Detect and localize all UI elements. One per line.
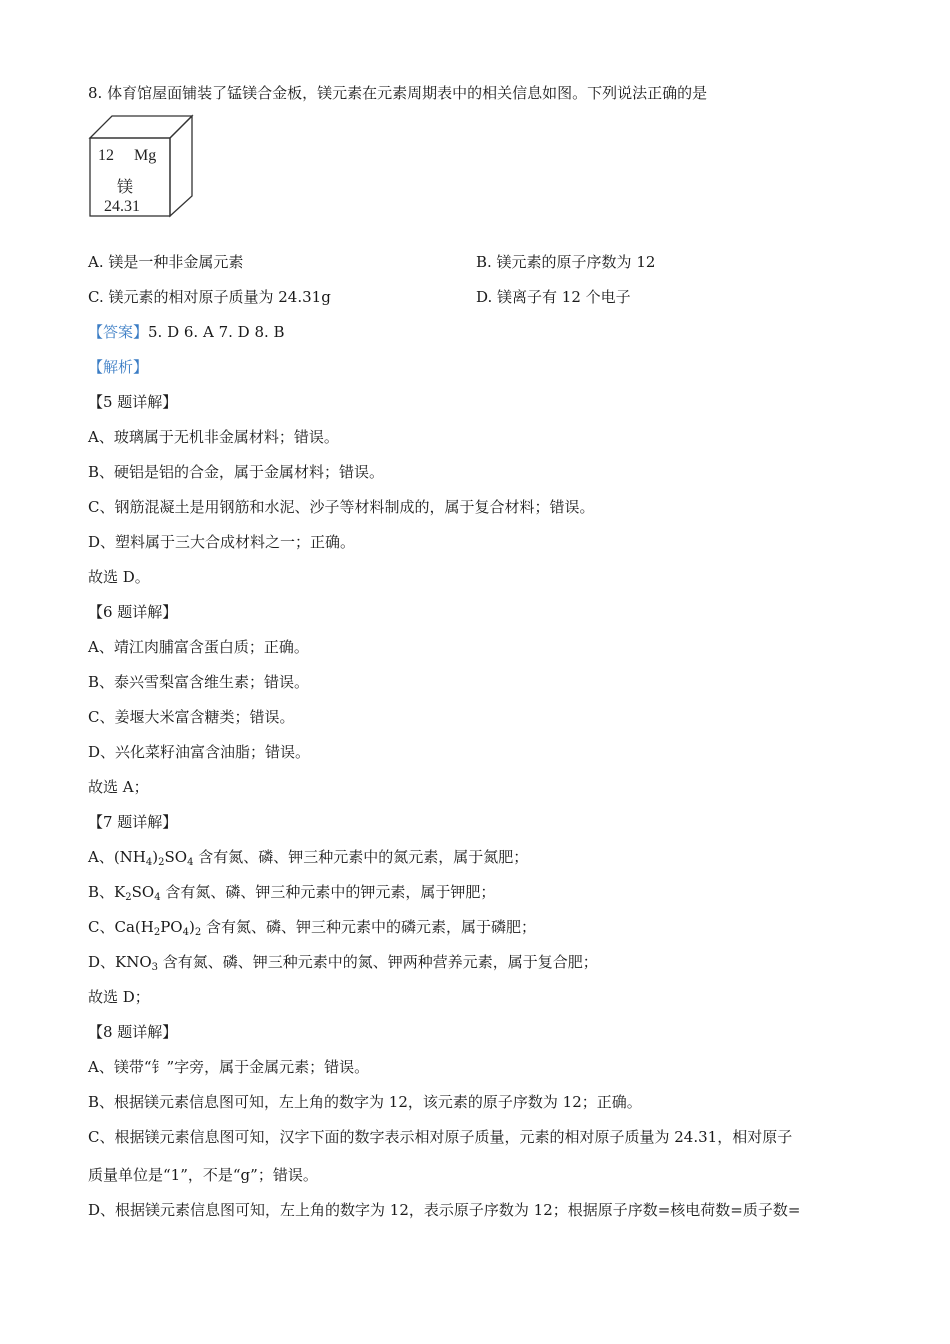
atomic-number: 12 bbox=[98, 147, 114, 164]
question-stem: 8. 体育馆屋面铺装了锰镁合金板，镁元素在元素周期表中的相关信息如图。下列说法正确的是 bbox=[88, 84, 708, 102]
q8-item-c-line2: 质量单位是“1”，不是“g”；错误。 bbox=[88, 1166, 318, 1184]
q8-item-c-line1: C、根据镁元素信息图可知，汉字下面的数字表示相对原子质量，元素的相对原子质量为 24.31，相对原子 bbox=[88, 1128, 793, 1146]
q8-item-d: D、根据镁元素信息图可知，左上角的数字为 12，表示原子序数为 12；根据原子序数=核电荷数=质子数= bbox=[88, 1201, 801, 1219]
q6-item-d: D、兴化菜籽油富含油脂；错误。 bbox=[88, 743, 311, 761]
q5-item-c: C、钢筋混凝土是用钢筋和水泥、沙子等材料制成的，属于复合材料；错误。 bbox=[88, 498, 595, 516]
element-name: 镁 bbox=[117, 179, 134, 196]
element-info-card bbox=[88, 114, 194, 218]
q7-item-c: C、$Ca(H_2PO_4)_2$ 含有氮、磷、钾三种元素中的磷元素，属于磷肥； bbox=[88, 918, 536, 938]
element-symbol: Mg bbox=[134, 147, 157, 164]
atomic-mass: 24.31 bbox=[104, 198, 140, 215]
q5-item-a: A、玻璃属于无机非金属材料；错误。 bbox=[88, 428, 339, 446]
q6-header: 【6 题详解】 bbox=[88, 603, 178, 621]
q8-header: 【8 题详解】 bbox=[88, 1023, 178, 1041]
option-b: B. 镁元素的原子序数为 12 bbox=[476, 253, 656, 271]
q7-item-b: B、$K_2SO_4$ 含有氮、磷、钾三种元素中的钾元素，属于钾肥； bbox=[88, 883, 496, 903]
q8-item-b: B、根据镁元素信息图可知，左上角的数字为 12，该元素的原子序数为 12；正确。 bbox=[88, 1093, 642, 1111]
answer-line bbox=[88, 322, 878, 342]
q6-item-b: B、泰兴雪梨富含维生素；错误。 bbox=[88, 673, 310, 691]
q7-item-d: D、$KNO_3$ 含有氮、磷、钾三种元素中的氮、钾两种营养元素，属于复合肥； bbox=[88, 953, 598, 973]
q7-header: 【7 题详解】 bbox=[88, 813, 178, 831]
q7-item-a: A、$(NH_4)_2SO_4$ 含有氮、磷、钾三种元素中的氮元素，属于氮肥； bbox=[88, 848, 529, 868]
q5-conclusion: 故选 D。 bbox=[88, 568, 150, 586]
analysis-label: 【解析】 bbox=[88, 358, 149, 376]
answer-text: 5. D 6. A 7. D 8. B bbox=[148, 323, 285, 341]
q5-item-b: B、硬铝是铝的合金，属于金属材料；错误。 bbox=[88, 463, 385, 481]
q5-header: 【5 题详解】 bbox=[88, 393, 178, 411]
q6-item-a: A、靖江肉脯富含蛋白质；正确。 bbox=[88, 638, 309, 656]
option-d: D. 镁离子有 12 个电子 bbox=[476, 288, 631, 306]
q5-item-d: D、塑料属于三大合成材料之一；正确。 bbox=[88, 533, 356, 551]
option-c: C. 镁元素的相对原子质量为 24.31g bbox=[88, 288, 331, 306]
option-a: A. 镁是一种非金属元素 bbox=[88, 253, 244, 271]
q7-conclusion: 故选 D； bbox=[88, 988, 150, 1006]
q6-conclusion: 故选 A； bbox=[88, 778, 149, 796]
answer-label: 【答案】 bbox=[88, 323, 149, 341]
q6-item-c: C、姜堰大米富含糖类；错误。 bbox=[88, 708, 295, 726]
q8-item-a: A、镁带“钅”字旁，属于金属元素；错误。 bbox=[88, 1058, 370, 1076]
